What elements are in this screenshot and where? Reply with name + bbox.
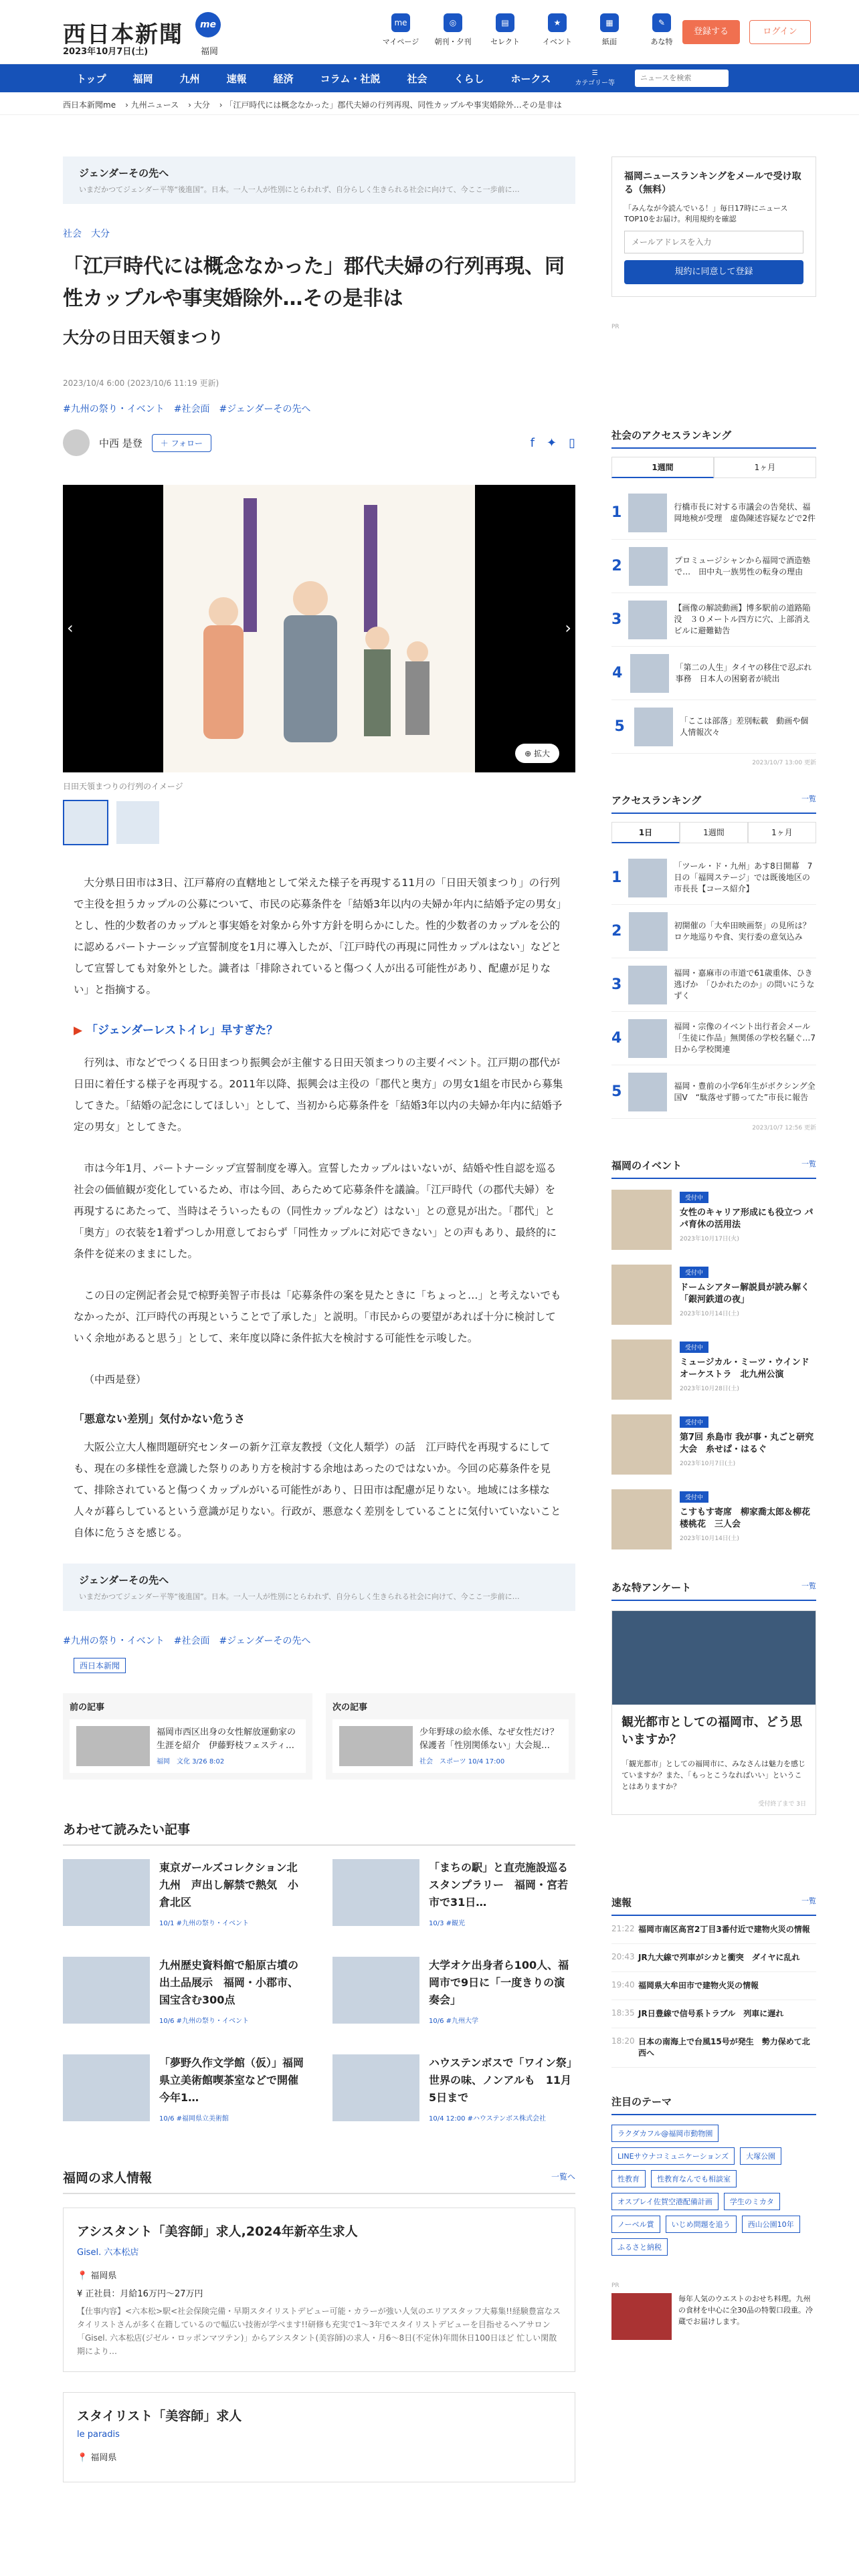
tab-month[interactable]: 1ヶ月 — [714, 457, 816, 478]
prev-next-articles — [63, 1693, 575, 1780]
breaking-item[interactable]: 20:43 JR九大線で列車がシカと衝突 ダイヤに乱れ — [611, 1944, 816, 1972]
facebook-icon[interactable]: f — [530, 435, 535, 450]
share-buttons — [518, 436, 575, 450]
ranking-tabs — [611, 457, 816, 478]
related-item[interactable]: 「まちの駅」と直売施設巡るスタンプラリー 福岡・宮若市で31日… 10/3 #観光 — [332, 1859, 575, 1933]
header-region[interactable]: 福岡 — [201, 47, 219, 57]
mypage-icon: me — [391, 13, 410, 32]
event-item[interactable]: 受付中 第7回 糸島市 我が事・丸ごと研究大会 糸せぱ・はるぐ 2023年10月7日(土) — [611, 1414, 816, 1479]
paragraph: 大阪公立大人権問題研究センターの新ケ江章友教授（文化人類学）の話 江戸時代を再現するにしても、現在の多様性を意識した祭りのあり方を検討する余地はあったのではないか。今回の応募条件を見て、排除されていると傷つくカップルがいる可能性があり、日田市は配慮が足りない。地域には多様な人々が暮らしているという意識が足りない。行政が、悪意なく差別をしていることに気付いていないこと自体に危うさを感じる。 — [74, 1441, 561, 1539]
events-heading: 福岡のイベント 一覧 — [611, 1158, 816, 1179]
event-item[interactable]: 受付中 ドームシアター解説員が読み解く「銀河鉄道の夜」 2023年10月14日(土) — [611, 1265, 816, 1329]
related-item[interactable]: ハウステンボスで「ワイン祭」 世界の味、ノンアルも 11月5日まで 10/4 12:00 #ハウステンボス株式会社 — [332, 2054, 575, 2128]
main-illustration[interactable] — [163, 485, 475, 772]
ranking-item[interactable]: 4 福岡・宗像のイベント出行者会メール 「生徒に作品」無関係の学校名騒ぐ…7日から学校関連 — [611, 1012, 816, 1065]
photo-carousel — [63, 485, 575, 772]
job-card[interactable]: スタイリスト「美容師」求人 le paradis 📍 福岡県 — [63, 2392, 575, 2482]
breadcrumb-item[interactable]: 大分 — [193, 100, 210, 110]
paragraph: （中西是登） — [84, 1374, 147, 1386]
society-ranking-heading: 社会のアクセスランキング — [611, 428, 816, 449]
section-heading: 「悪意ない差別」気付かない危うさ — [74, 1412, 246, 1425]
theme-tags — [611, 2125, 816, 2256]
hashtag-link[interactable]: #ジェンダーその先へ — [219, 404, 311, 415]
prev-thumbnail — [76, 1726, 150, 1766]
carousel-next-icon[interactable]: › — [565, 619, 571, 637]
nav-item-hawks[interactable]: ホークス — [510, 72, 551, 85]
bookmark-icon[interactable]: ▯ — [569, 435, 575, 450]
theme-tag[interactable]: オスプレイ佐賀空港配備計画 — [611, 2193, 719, 2210]
job-location: 📍 福岡県 — [77, 2453, 117, 2463]
nav-item-top[interactable]: トップ — [76, 72, 106, 85]
related-thumbnail — [332, 1957, 419, 2024]
me-logo[interactable]: me — [195, 12, 221, 37]
theme-tag[interactable]: LINEサウナコミュニケーションズ — [611, 2147, 735, 2165]
nav-item-fukuoka[interactable]: 福岡 — [132, 72, 153, 85]
next-article[interactable]: 次の記事 少年野球の絵水係、なぜ女性だけ？ 保護者「性別関係ない」大会規… 社会 スポーツ 10/4 17:00 — [326, 1693, 575, 1780]
category-menu-button[interactable]: ☰ カテゴリー等 — [575, 70, 615, 87]
page-icon: ▦ — [600, 13, 619, 32]
ranking-item[interactable]: 2 プロミュージシャンから福岡で酒造塾で… 田中丸一族男性の転身の理由 — [611, 540, 816, 593]
search-input[interactable] — [635, 70, 729, 87]
related-articles — [63, 1859, 583, 2128]
prev-article[interactable]: 前の記事 福岡市西区出身の女性解放運動家の生涯を紹介 伊藤野枝フェスティ… 福岡 文化 3/26 8:02 — [63, 1693, 312, 1780]
related-thumbnail — [332, 1859, 419, 1926]
related-heading: あわせて読みたい記事 — [63, 1820, 575, 1846]
article-hashtags-bottom — [63, 1634, 575, 1647]
photo-caption: 日田天領まつりの行列のイメージ — [63, 782, 183, 791]
breadcrumb-item[interactable]: 九州ニュース — [130, 100, 179, 110]
ranking-item[interactable]: 1 「ツール・ド・九州」あす8日開幕 7日の「福岡ステージ」では既後地区の市長長【コース紹介】 — [611, 851, 816, 905]
theme-tag[interactable]: 西山公園10年 — [742, 2216, 800, 2233]
gender-series-box[interactable]: ジェンダーその先へ いまだかつてジェンダー平等“後進国”。日本。一人一人が性別にとらわれず、自分らしく生きられる社会に向けて、今ここ一歩前に… — [63, 156, 575, 204]
theme-tag[interactable]: ラクダカフル@福岡市動物園 — [611, 2125, 719, 2142]
gender-series-box-bottom[interactable]: ジェンダーその先へ いまだかつてジェンダー平等“後進国”。日本。一人一人が性別にとらわれず、自分らしく生きられる社会に向けて、今ここ一歩前に… — [63, 1564, 575, 1611]
bottom-ad[interactable]: 毎年人気のウエストのおせち料理。九州の食材を中心に全30品の特製口段重。冷蔵でお届けします。 — [611, 2293, 816, 2340]
related-thumbnail — [63, 1957, 150, 2024]
mail-register-button[interactable]: 規約に同意して登録 — [624, 260, 803, 284]
theme-tag[interactable]: 大塚公園 — [740, 2147, 781, 2165]
header-nav — [375, 13, 688, 47]
job-card[interactable]: アシスタント「美容師」求人,2024年新卒生求人 Gisel. 六本松店 📍 福岡県 ¥ 正社員：月給16万円〜27万円 【仕事内容】<六本松>駅<社会保険完備・早期スタイリストデビュー可能・カラーが強い人気のエリアスタッフ大募集!!経験豊富なスタイリストさんが多く在籍しているので幅広い技術が学べます!!研修も充実で1〜3年でスタイリストデビューを目指せるヘアサロン「Gisel. 六本松店(ジゼル・ロッポンマツテン)」からアシスタント(美容師)の求人・月6〜8日(不定休)年間休日100日ほど 忙しい閑散期により… — [63, 2208, 575, 2372]
nav-item-life[interactable]: くらし — [454, 72, 484, 85]
article-body — [63, 872, 575, 1543]
event-link[interactable]: ★ イベント — [531, 13, 583, 47]
breaking-heading: 速報 一覧 — [611, 1895, 816, 1916]
anatoku-icon: ✎ — [652, 13, 671, 32]
article-column — [63, 156, 583, 2502]
pr-label: PR — [611, 2282, 619, 2289]
hashtag-link[interactable]: #九州の祭り・イベント — [63, 1636, 165, 1646]
tab-week[interactable]: 1週間 — [611, 457, 714, 478]
article-subtitle: 大分の日田天領まつり — [63, 328, 223, 347]
nav-item-column[interactable]: コラム・社説 — [320, 72, 381, 85]
related-thumbnail — [63, 2054, 150, 2121]
event-item[interactable]: 受付中 こすもす寄席 柳家喬太郎＆柳花楼桃花 三人会 2023年10月14日(土) — [611, 1489, 816, 1553]
tab-week[interactable]: 1週間 — [680, 822, 748, 843]
nav-item-kyushu[interactable]: 九州 — [179, 72, 200, 85]
thumbnail[interactable] — [115, 800, 161, 845]
breaking-item[interactable]: 21:22 福岡市南区高宮2丁目3番付近で建物火災の情報 — [611, 1916, 816, 1944]
themes-heading: 注目のテーマ — [611, 2095, 816, 2115]
author-name[interactable]: 中西 是登 — [99, 437, 142, 449]
ranking-updated: 2023/10/7 13:00 更新 — [752, 760, 816, 766]
article-title: 「江戸時代には概念なかった」郡代夫婦の行列再現、同性カップルや事実婚除外…その是非は — [63, 255, 565, 310]
select-icon: ▤ — [496, 13, 514, 32]
theme-tag[interactable]: 性教育 — [611, 2170, 646, 2187]
category-link[interactable]: 大分 — [91, 229, 110, 239]
paragraph: 行列は、市などでつくる日田まつり振興会が主催する日田天領まつりの主要イベント。江戸期の郡代が日田に着任する様子を再現する。2011年以降、振興会は主役の「郡代と奥方」の男女1組を市民から募集してきた。「結婚の記念にしてほしい」として、当初から応募条件を「結婚3年以内の夫婦か年内に結婚予定の男女」としてきた。 — [74, 1057, 563, 1133]
theme-tag[interactable]: 性教育なんでも相談室 — [651, 2170, 737, 2187]
related-item[interactable]: 九州歴史資料館で船原古墳の出土品展示 福岡・小郡市、国宝含む300点 10/6 #九州の祭り・イベント — [63, 1957, 306, 2030]
shimen-link[interactable]: ▦ 紙面 — [583, 13, 636, 47]
event-item[interactable]: 受付中 ミュージカル・ミーツ・ウインドオーケストラ 北九州公演 2023年10月28日(土) — [611, 1339, 816, 1404]
tab-month[interactable]: 1ヶ月 — [748, 822, 816, 843]
breadcrumb-item[interactable]: 西日本新聞me — [63, 100, 116, 110]
ranking-item[interactable]: 4 「第二の人生」タイヤの移住で忍ぶれ事務 日本人の困窮者が続出 — [611, 647, 816, 700]
site-header — [0, 0, 859, 64]
survey-heading: あな特アンケート 一覧 — [611, 1580, 816, 1601]
follow-button[interactable]: ＋ フォロー — [152, 434, 211, 452]
ranking-item[interactable]: 3 【画像の解読動画】博多駅前の道路陥没 ３０メートル四方に穴、上部消え ビルに避難勧告 — [611, 593, 816, 647]
survey-card[interactable]: 観光都市としての福岡市、どう思いますか？ 「観光都市」としての福岡市に、みなさんは魅力を感じていますか？また、「もっとこうなればいい」ということはありますか？ 受付終了まで 3日 — [611, 1610, 816, 1815]
nav-item-breaking[interactable]: 速報 — [226, 72, 247, 85]
job-pay: ¥ 正社員：月給16万円〜27万円 — [77, 2289, 203, 2299]
article-categories — [63, 227, 575, 240]
mail-signup-box: 福岡ニュースランキングをメールで受け取る（無料） 「みんなが今読んでいる！」毎日17時にニュースTOP10をお届け。利用規約を確認 メールアドレスを入力 規約に同意して登録 — [611, 156, 816, 297]
breaking-item[interactable]: 18:20 日本の南海上で台風15号が発生 勢力保めて北西へ — [611, 2028, 816, 2068]
theme-tag[interactable]: ノーベル賞 — [611, 2216, 660, 2233]
breaking-item[interactable]: 18:35 JR日豊線で信号系トラブル 列車に遅れ — [611, 2000, 816, 2028]
ad-slot[interactable] — [611, 334, 816, 401]
ranking-item[interactable]: 1 行橋市長に対する市議会の告発状、福岡地検が受理 虚偽陳述容疑などで2件 — [611, 486, 816, 540]
related-item[interactable]: 「夢野久作文学館（仮）」福岡県立美術館喫茶室などで開催 今年1… 10/6 #福岡県立美術館 — [63, 2054, 306, 2128]
survey-more-link[interactable]: 一覧 — [801, 1582, 816, 1590]
thumbnail[interactable] — [63, 800, 108, 845]
theme-tag[interactable]: ふるさと納税 — [611, 2238, 668, 2256]
breaking-more-link[interactable]: 一覧 — [801, 1897, 816, 1905]
category-link[interactable]: 社会 — [63, 229, 82, 239]
ranking-item[interactable]: 2 初開催の「大牟田映画祭」の見所は？ ロケ地巡りや食、実行委の意気込み — [611, 905, 816, 958]
nav-item-economy[interactable]: 経済 — [273, 72, 294, 85]
jobs-heading: 福岡の求人情報 一覧へ — [63, 2168, 575, 2194]
nav-item-society[interactable]: 社会 — [407, 72, 427, 85]
site-logo[interactable]: 西日本新聞 — [63, 21, 183, 48]
email-field[interactable] — [624, 231, 803, 253]
publisher-badge[interactable]: 西日本新聞 — [74, 1658, 126, 1673]
category-nav — [0, 64, 859, 92]
paragraph: 市は今年1月、パートナーシップ宣誓制度を導入。宣誓したカップルはいないが、結婚や性自認を巡る社会の価値観が変化しているため、市は今回、あらためて応募条件を議論。「江戸時代（の郡代夫婦）を再現するにあたって、当時はそういったもの（同性カップルなど）はない」との意見が出た。「郡代」と「奥方」の衣装を1着ずつしか用意しておらず「同性カップルに対応できない」との声もあり、最終的に条件を従来のままにした。 — [74, 1162, 557, 1260]
author-avatar[interactable] — [63, 429, 90, 456]
breadcrumb: 西日本新聞me › 九州ニュース › 大分 › 「江戸時代には概念なかった」郡代夫婦の行列再現、同性カップルや事実婚除外…その是非は — [0, 92, 859, 115]
hashtag-link[interactable]: #社会面 — [173, 404, 210, 415]
header-date: 2023年10月7日(土) — [63, 47, 149, 57]
breadcrumb-current: 「江戸時代には概念なかった」郡代夫婦の行列再現、同性カップルや事実婚除外…その是非は — [225, 100, 562, 110]
newspaper-icon: ◎ — [444, 13, 462, 32]
anatoku-link[interactable]: ✎ あな特 — [636, 13, 688, 47]
hashtag-link[interactable]: #ジェンダーその先へ — [219, 1636, 311, 1646]
paper-link[interactable]: ◎ 朝刊・夕刊 — [427, 13, 479, 47]
twitter-icon[interactable]: ✦ — [547, 435, 557, 450]
jobs-more-link[interactable]: 一覧へ — [551, 2172, 575, 2181]
related-thumbnail — [63, 1859, 150, 1926]
survey-image — [612, 1611, 816, 1705]
theme-tag[interactable]: いじめ問題を追う — [666, 2216, 737, 2233]
job-location: 📍 福岡県 — [77, 2271, 117, 2281]
breaking-item[interactable]: 19:40 福岡県大牟田市で建物火災の情報 — [611, 1972, 816, 2000]
ranking-item[interactable]: 5 「ここは部落」差別転載 動画や個人情報次々 — [611, 700, 816, 754]
article-hashtags — [63, 402, 575, 415]
paragraph: 大分県日田市は3日、江戸幕府の直轄地として栄えた様子を再現する11月の「日田天領まつり」の行列で主役を担うカップルの公募について、市民の応募条件を「結婚3年以内の夫婦か年内に結婚予定の男女」とし、性的少数者のカップルと事実婚を対象から外す方針を明らかにした。性的少数者のカップルを公的に認めるパートナーシップ宣誓制度を1月に導入したが、「江戸時代の再現に同性カップルはない」などとして宣誓しても対象外とした。識者は「排除されていると傷つく人が出る可能性があり、配慮が足りない」と指摘する。 — [74, 877, 562, 996]
author-row — [63, 426, 575, 459]
related-thumbnail — [332, 2054, 419, 2121]
ranking-more-link[interactable]: 一覧 — [801, 794, 816, 803]
ranking-updated: 2023/10/7 12:56 更新 — [752, 1125, 816, 1132]
carousel-prev-icon[interactable]: ‹ — [67, 619, 74, 637]
article-date: 2023/10/4 6:00 (2023/10/6 11:19 更新) — [63, 379, 219, 388]
access-ranking-heading: アクセスランキング 一覧 — [611, 793, 816, 814]
related-link[interactable]: ▶ 「ジェンダーレストイレ」早すぎた？ — [74, 1024, 278, 1037]
login-button[interactable]: ログイン — [749, 20, 811, 44]
access-ranking-tabs — [611, 822, 816, 843]
hashtag-link[interactable]: #九州の祭り・イベント — [63, 404, 165, 415]
related-item[interactable]: 東京ガールズコレクション北九州 声出し解禁で熱気 小倉北区 10/1 #九州の祭り・イベント — [63, 1859, 306, 1933]
hashtag-link[interactable]: #社会面 — [173, 1636, 210, 1646]
theme-tag[interactable]: 学生のミカタ — [724, 2193, 780, 2210]
pr-label: PR — [611, 324, 619, 330]
next-thumbnail — [339, 1726, 413, 1766]
event-item[interactable]: 受付中 女性のキャリア形成にも役立つ パパ育休の活用法 2023年10月17日(火) — [611, 1190, 816, 1254]
events-more-link[interactable]: 一覧 — [801, 1160, 816, 1168]
ranking-item[interactable]: 5 福岡・豊前の小学6年生がボクシング全国V “駄落せず勝ってた”市長に報告 — [611, 1065, 816, 1119]
tab-day[interactable]: 1日 — [611, 822, 680, 843]
register-button[interactable]: 登録する — [682, 20, 740, 44]
mypage-link[interactable]: me マイページ — [375, 13, 427, 47]
paragraph: この日の定例記者会見で椋野美智子市長は「応募条件の案を見たときに「ちょっと…」と考えないでもなかったが、江戸時代の再現ということで了承した」と説明。「市民からの要望があれば十分に検討していく余地があると思う」として、来年度以降に条件拡大を検討する可能性を示唆した。 — [74, 1289, 561, 1344]
event-icon: ★ — [548, 13, 567, 32]
photo-thumbnails — [63, 800, 575, 845]
ranking-item[interactable]: 3 福岡・嘉麻市の市道で61歳重体、ひき逃げか 「ひかれたのか」の問いにうなずく — [611, 958, 816, 1012]
zoom-button[interactable]: ⊕ 拡大 — [515, 744, 559, 763]
sidebar — [611, 156, 819, 2340]
triangle-icon: ▶ — [74, 1024, 83, 1037]
related-item[interactable]: 大学オケ出身者ら100人、福岡市で9日に「一度きりの演奏会」 10/6 #九州大学 — [332, 1957, 575, 2030]
select-link[interactable]: ▤ セレクト — [479, 13, 531, 47]
